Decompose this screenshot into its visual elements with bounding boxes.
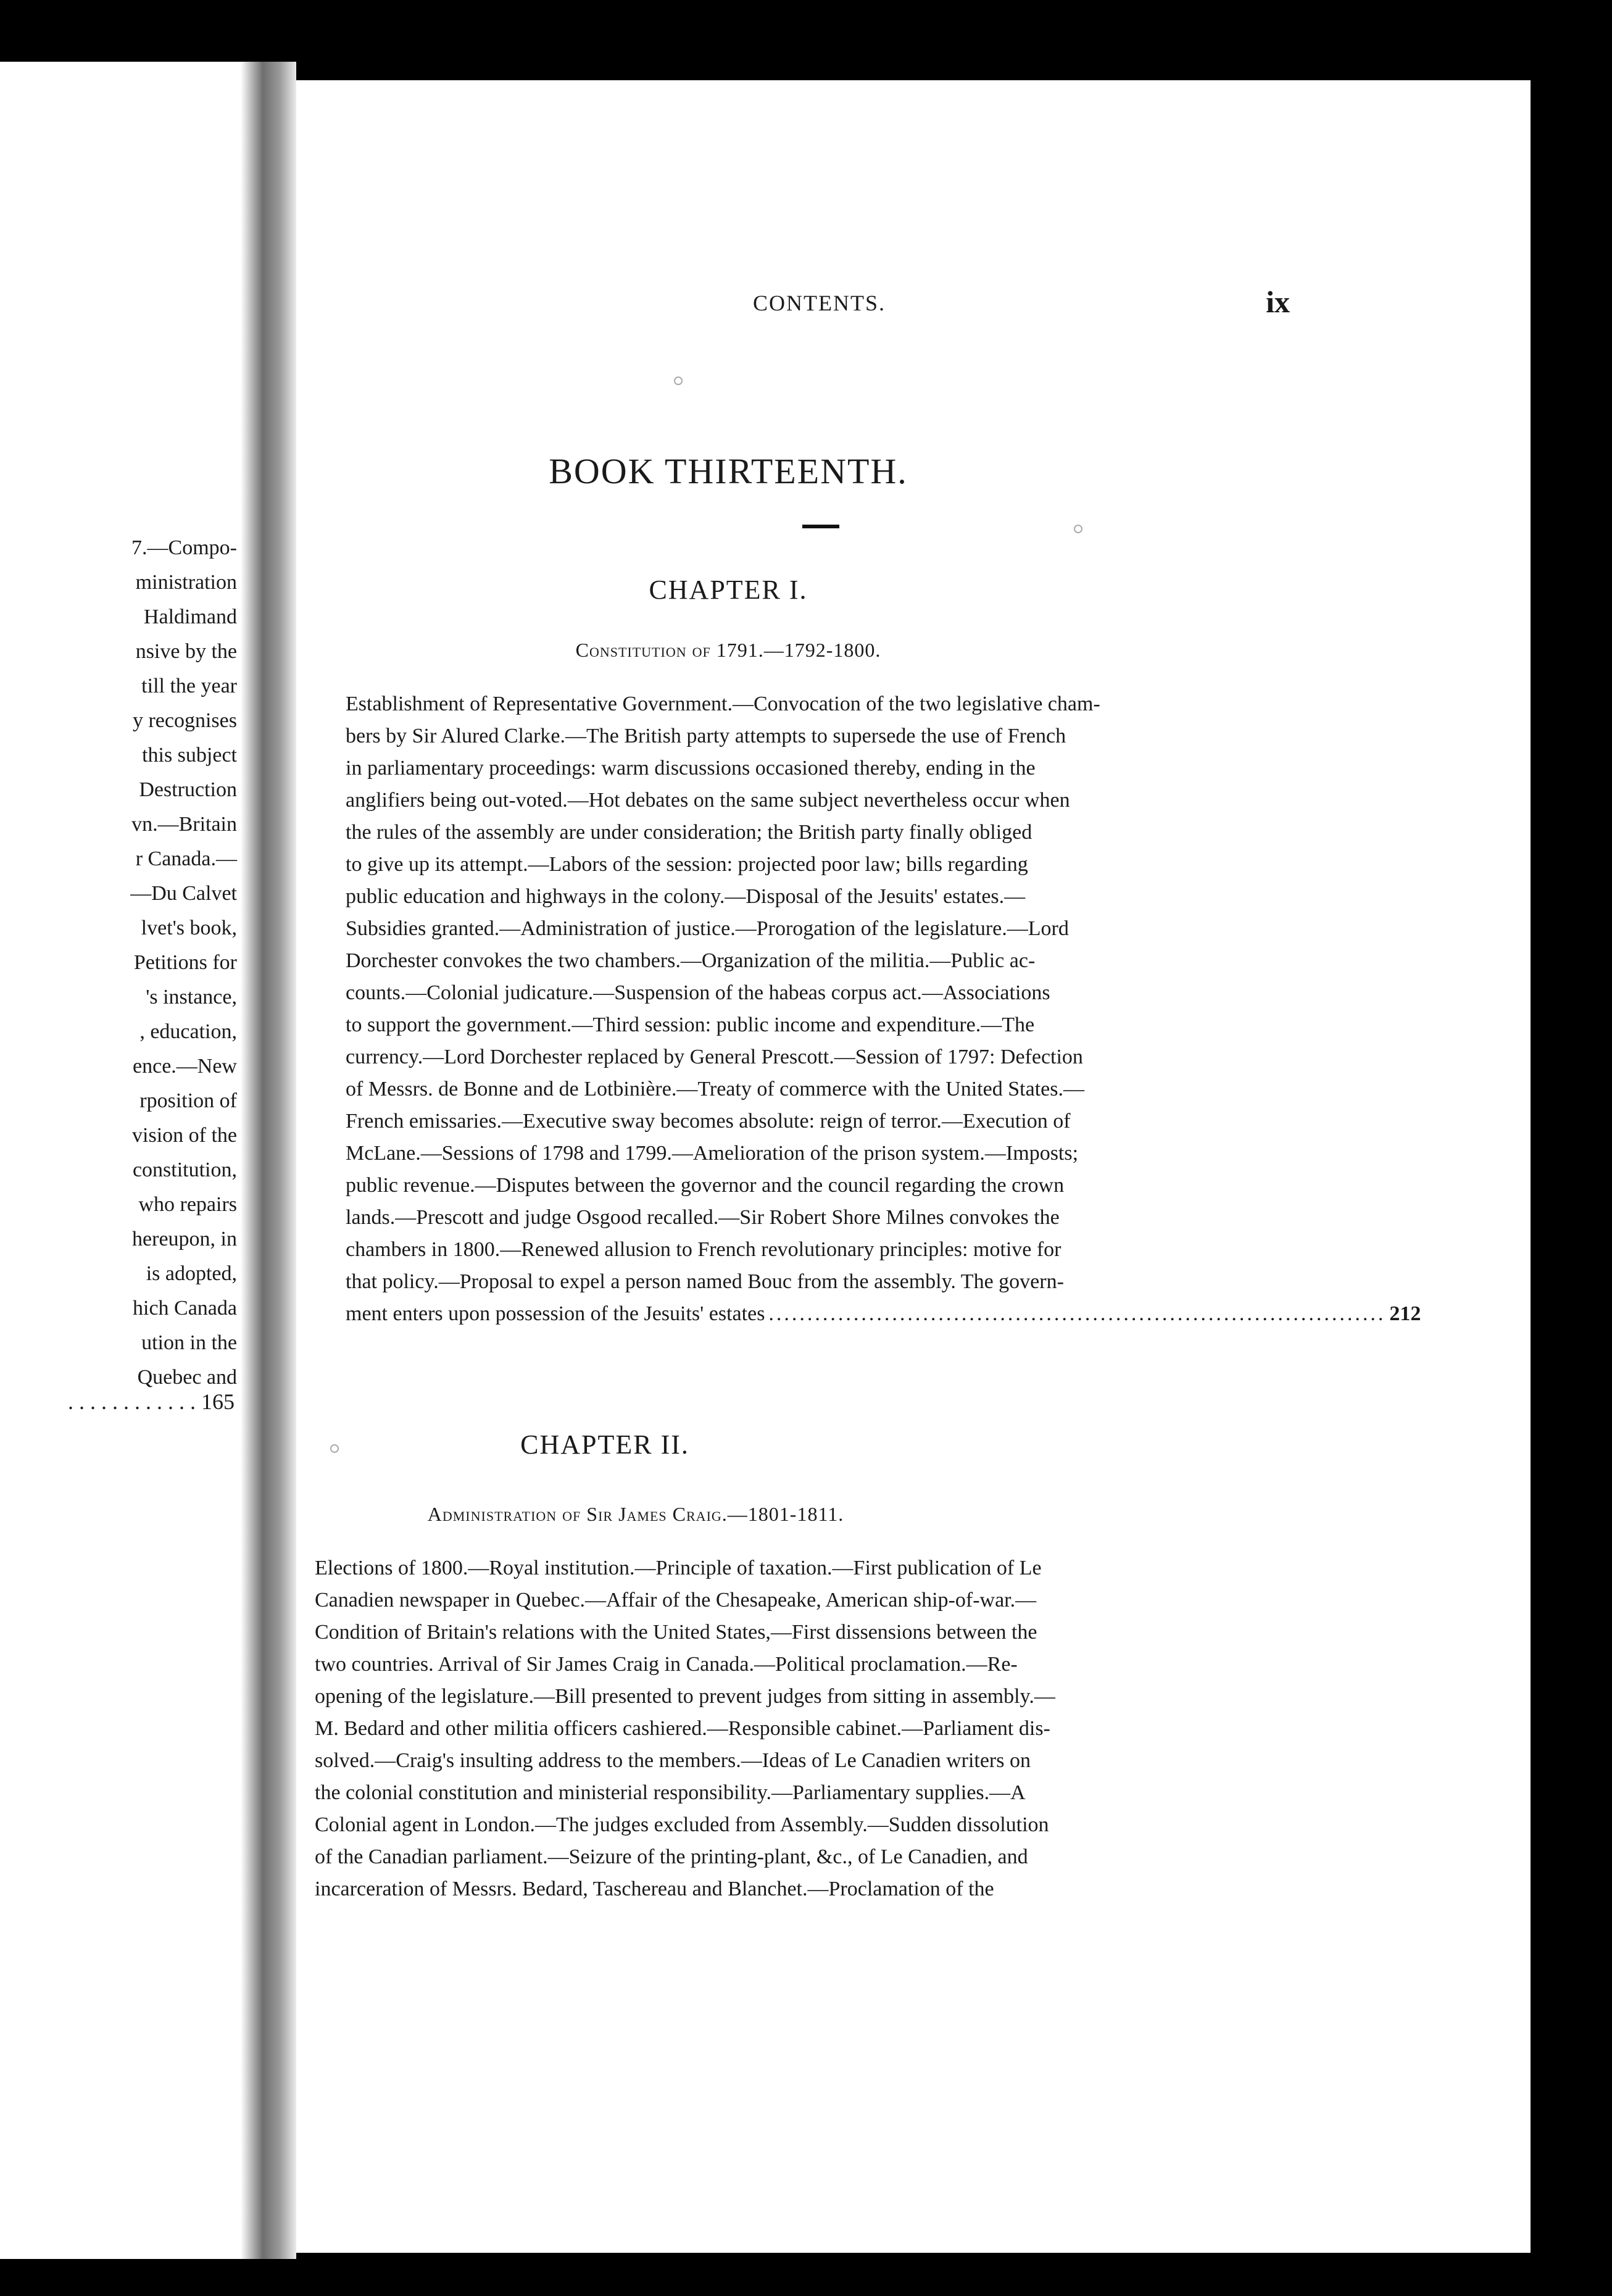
left-page-text	[12, 531, 241, 1395]
left-page-line: who repairs	[138, 1193, 237, 1216]
summary-line: that policy.—Proposal to expel a person named Bouc from the assembly. The govern-	[346, 1270, 1064, 1293]
summary-line: of Messrs. de Bonne and de Lotbinière.—Treaty of commerce with the United States.—	[346, 1078, 1084, 1100]
left-page-line: 7.—Compo-	[131, 536, 237, 559]
leader-dots: ................................................................................	[768, 1302, 1386, 1325]
left-page-line: nsive by the	[135, 640, 237, 663]
left-page-line: hereupon, in	[132, 1228, 237, 1250]
summary-line: to give up its attempt.—Labors of the session: projected poor law; bills regarding	[346, 853, 1028, 876]
left-page-line: Destruction	[139, 778, 237, 801]
dust-speck	[330, 1444, 339, 1453]
chapter-1-summary	[346, 688, 1421, 1330]
summary-line: M. Bedard and other militia officers cashiered.—Responsible cabinet.—Parliament dis-	[315, 1717, 1050, 1740]
summary-line: Colonial agent in London.—The judges excluded from Assembly.—Sudden dissolution	[315, 1813, 1049, 1836]
left-page-line: lvet's book,	[141, 917, 237, 939]
page-folio: ix	[1266, 285, 1290, 319]
summary-line: to support the government.—Third session: public income and expenditure.—The	[346, 1013, 1035, 1036]
left-page-line: Petitions for	[133, 951, 237, 974]
summary-line: solved.—Craig's insulting address to the members.—Ideas of Le Canadien writers on	[315, 1749, 1031, 1772]
leader-dots: . . . . . . . . . . . .	[68, 1389, 201, 1414]
summary-line: Establishment of Representative Government.—Convocation of the two legislative cham-	[346, 693, 1100, 715]
left-page-line: —Du Calvet	[130, 882, 237, 905]
book-gutter	[241, 62, 296, 2259]
chapter-2-subtitle: Administration of Sir James Craig.—1801-1811.	[427, 1503, 844, 1525]
left-page-line: till the year	[141, 675, 237, 697]
summary-line: incarceration of Messrs. Bedard, Taschereau and Blanchet.—Proclamation of the	[315, 1878, 994, 1900]
left-page	[0, 62, 241, 2259]
summary-line: Canadien newspaper in Quebec.—Affair of the Chesapeake, American ship-of-war.—	[315, 1589, 1037, 1612]
summary-line: bers by Sir Alured Clarke.—The British party attempts to supersede the use of French	[346, 725, 1066, 747]
left-page-line: vn.—Britain	[131, 813, 237, 836]
chapter-1-title: CHAPTER I.	[649, 575, 808, 605]
book-title: BOOK THIRTEENTH.	[549, 451, 908, 491]
left-page-line: this subject	[142, 744, 237, 767]
left-page-line: vision of the	[132, 1124, 237, 1147]
summary-line: the colonial constitution and ministerial responsibility.—Parliamentary supplies.—A	[315, 1781, 1026, 1804]
summary-line: chambers in 1800.—Renewed allusion to French revolutionary principles: motive for	[346, 1238, 1062, 1261]
dust-speck	[674, 376, 683, 385]
summary-line: McLane.—Sessions of 1798 and 1799.—Amelioration of the prison system.—Imposts;	[346, 1142, 1079, 1165]
left-page-reference	[68, 1389, 235, 1415]
summary-line: in parliamentary proceedings: warm discussions occasioned thereby, ending in the	[346, 757, 1036, 780]
chapter-1-page-number: 212	[1389, 1302, 1421, 1325]
left-page-number: 165	[201, 1389, 235, 1414]
chapter-2-title: CHAPTER II.	[520, 1429, 689, 1460]
summary-line: anglifiers being out-voted.—Hot debates on the same subject nevertheless occur when	[346, 789, 1070, 812]
dust-speck	[1074, 525, 1082, 533]
summary-line: Elections of 1800.—Royal institution.—Principle of taxation.—First publication of Le	[315, 1557, 1042, 1579]
right-page	[296, 80, 1531, 2253]
chapter-2-summary	[315, 1552, 1228, 1905]
summary-line: Subsidies granted.—Administration of justice.—Prorogation of the legislature.—Lord	[346, 917, 1069, 940]
summary-line: public education and highways in the colony.—Disposal of the Jesuits' estates.—	[346, 885, 1026, 908]
left-page-line: ution in the	[141, 1331, 237, 1354]
running-header: CONTENTS.	[753, 291, 886, 315]
summary-line: public revenue.—Disputes between the governor and the council regarding the crown	[346, 1174, 1065, 1197]
left-page-line: 's instance,	[146, 986, 237, 1009]
left-page-line: is adopted,	[146, 1262, 237, 1285]
summary-line: ment enters upon possession of the Jesuits' estates	[346, 1302, 765, 1325]
title-rule	[802, 525, 839, 528]
left-page-line: ence.—New	[133, 1055, 237, 1078]
summary-line: lands.—Prescott and judge Osgood recalled.—Sir Robert Shore Milnes convokes the	[346, 1206, 1060, 1229]
chapter-1-subtitle: Constitution of 1791.—1792-1800.	[575, 639, 881, 661]
summary-line: currency.—Lord Dorchester replaced by General Prescott.—Session of 1797: Defection	[346, 1046, 1083, 1068]
left-page-line: Haldimand	[143, 605, 237, 628]
summary-line: the rules of the assembly are under consideration; the British party finally obliged	[346, 821, 1032, 844]
left-page-line: , education,	[139, 1020, 237, 1043]
left-page-line: hich Canada	[133, 1297, 237, 1320]
summary-line: opening of the legislature.—Bill presented to prevent judges from sitting in assembly.—	[315, 1685, 1055, 1708]
left-page-line: constitution,	[132, 1158, 237, 1181]
left-page-line: rposition of	[139, 1089, 237, 1112]
summary-line: Condition of Britain's relations with the United States,—First dissensions between the	[315, 1621, 1037, 1644]
chapter-1-page-entry	[346, 1298, 1421, 1330]
summary-line: two countries. Arrival of Sir James Craig in Canada.—Political proclamation.—Re-	[315, 1653, 1018, 1676]
summary-line: of the Canadian parliament.—Seizure of the printing-plant, &c., of Le Canadien, and	[315, 1845, 1028, 1868]
summary-line: Dorchester convokes the two chambers.—Organization of the militia.—Public ac-	[346, 949, 1036, 972]
left-page-line: ministration	[135, 571, 237, 594]
left-page-line: r Canada.—	[135, 847, 237, 870]
summary-line: French emissaries.—Executive sway becomes absolute: reign of terror.—Execution of	[346, 1110, 1071, 1133]
left-page-line: Quebec and	[137, 1366, 237, 1389]
summary-line: counts.—Colonial judicature.—Suspension of the habeas corpus act.—Associations	[346, 981, 1050, 1004]
left-page-line: y recognises	[132, 709, 237, 732]
